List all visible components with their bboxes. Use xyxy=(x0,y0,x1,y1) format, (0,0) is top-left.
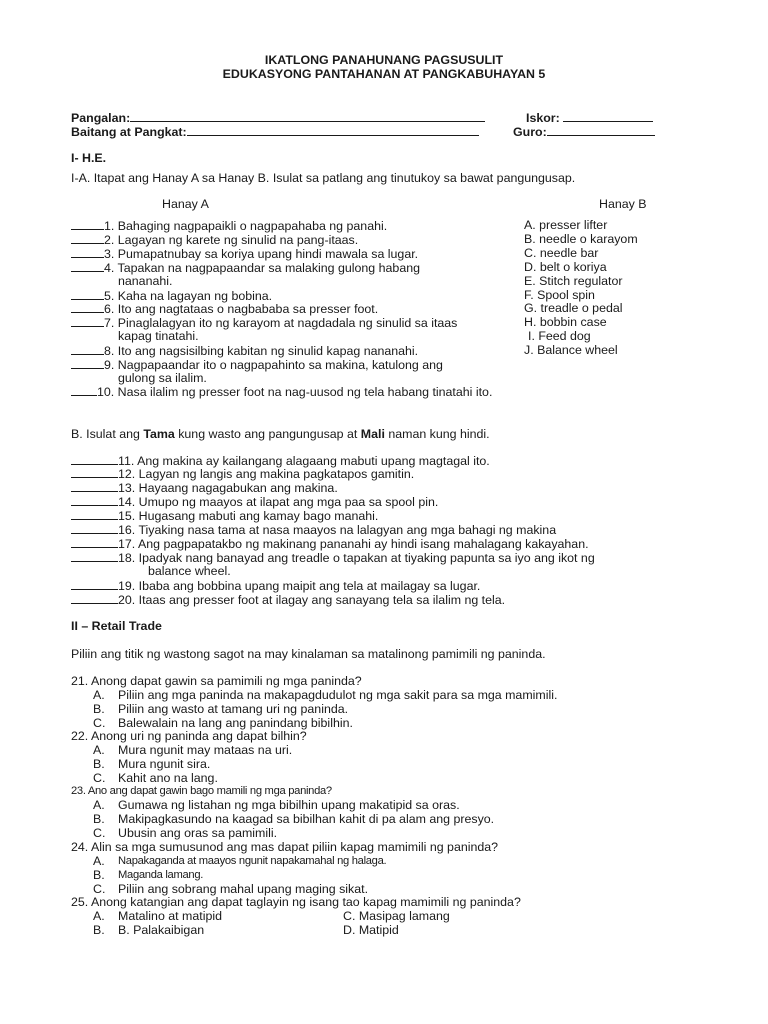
answer-blank-1[interactable] xyxy=(71,218,104,230)
teacher-label: Guro: xyxy=(513,125,547,139)
part1-instruction-b: B. Isulat ang Tama kung wasto ang pangungusap at Mali naman kung hindi. xyxy=(71,427,490,441)
answer-blank-5[interactable] xyxy=(71,288,104,300)
choice-j: J. Balance wheel xyxy=(524,343,618,357)
tf-item-11: 11. Ang makina ay kailangang alagaang mabuti upang magtagal ito. xyxy=(71,453,490,468)
part2-instruction: Piliin ang titik ng wastong sagot na may kinalaman sa matalinong pamimili ng paninda. xyxy=(71,647,546,661)
q24-letter-a: A. xyxy=(93,854,105,868)
tf-blank-13[interactable] xyxy=(71,480,118,492)
name-label: Pangalan: xyxy=(71,111,131,125)
score-label: Iskor: xyxy=(526,111,560,125)
choice-f: F. Spool spin xyxy=(524,288,595,302)
tf-blank-17[interactable] xyxy=(71,536,118,548)
part1-instruction-a: I-A. Itapat ang Hanay A sa Hanay B. Isulat sa patlang ang tinutukoy sa bawat pangungusap. xyxy=(71,171,576,185)
q24-letter-b: B. xyxy=(93,868,105,882)
answer-blank-10[interactable] xyxy=(71,384,97,396)
matching-item-7-cont: kapag tinatahi. xyxy=(118,329,199,343)
answer-blank-7[interactable] xyxy=(71,315,104,327)
question-24: 24. Alin sa mga sumusunod ang mas dapat piliin kapag mamimili ng paninda? xyxy=(71,840,499,854)
exam-title: IKATLONG PANAHUNANG PAGSUSULIT xyxy=(264,53,504,67)
choice-e: E. Stitch regulator xyxy=(524,274,623,288)
teacher-field[interactable] xyxy=(513,124,655,139)
part1-heading: I- H.E. xyxy=(71,151,107,165)
exam-subtitle: EDUKASYONG PANTAHANAN AT PANGKABUHAYAN 5 xyxy=(222,67,546,81)
tf-blank-18[interactable] xyxy=(71,550,118,562)
q22-letter-a: A. xyxy=(93,743,105,757)
matching-item-8: 8. Ito ang nagsisilbing kabitan ng sinulid kapag nananahi. xyxy=(71,343,418,358)
choice-d: D. belt o koriya xyxy=(524,260,607,274)
q21-letter-b: B. xyxy=(93,702,105,716)
tf-blank-20[interactable] xyxy=(71,592,118,604)
tf-blank-15[interactable] xyxy=(71,508,118,520)
question-21: 21. Anong dapat gawin sa pamimili ng mga paninda? xyxy=(71,674,362,688)
q25-option-b: B. Palakaibigan xyxy=(118,923,205,937)
answer-blank-8[interactable] xyxy=(71,343,104,355)
question-22: 22. Anong uri ng paninda ang dapat bilhin? xyxy=(71,729,307,743)
tf-item-15: 15. Hugasang mabuti ang kamay bago manahi. xyxy=(71,508,378,523)
q24-option-c: Piliin ang sobrang mahal upang maging sikat. xyxy=(118,882,369,896)
q23-letter-c: C. xyxy=(93,826,106,840)
matching-item-10: 10. Nasa ilalim ng presser foot na nag-uusod ng tela habang tinatahi ito. xyxy=(71,384,492,399)
q25-letter-a: A. xyxy=(93,909,105,923)
answer-blank-3[interactable] xyxy=(71,246,104,258)
q24-option-b: Maganda lamang. xyxy=(118,869,204,881)
matching-item-9-cont: gulong sa ilalim. xyxy=(118,371,207,385)
column-b-heading: Hanay B xyxy=(599,197,647,211)
grade-section-blank[interactable] xyxy=(187,124,479,136)
mali-keyword: Mali xyxy=(360,427,385,441)
choice-a: A. presser lifter xyxy=(524,218,608,232)
question-25: 25. Anong katangian ang dapat taglayin ng isang tao kapag mamimili ng paninda? xyxy=(71,895,521,909)
choice-c: C. needle bar xyxy=(524,246,599,260)
grade-section-label: Baitang at Pangkat: xyxy=(71,125,187,139)
tf-item-18: 18. Ipadyak nang banayad ang treadle o tapakan at tiyaking papunta sa iyo ang ikot ng xyxy=(71,550,595,565)
choice-h: H. bobbin case xyxy=(524,315,607,329)
matching-item-5: 5. Kaha na lagayan ng bobina. xyxy=(71,288,272,303)
tf-blank-12[interactable] xyxy=(71,466,118,478)
q24-option-a: Napakaganda at maayos ngunit napakamahal ng halaga. xyxy=(118,855,387,867)
name-blank[interactable] xyxy=(130,110,485,122)
q21-option-c: Balewalain na lang ang panindang bibilhin. xyxy=(118,716,353,730)
q22-option-b: Mura ngunit sira. xyxy=(118,757,211,771)
matching-item-2: 2. Lagayan ng karete ng sinulid na pang-itaas. xyxy=(71,232,358,247)
tf-blank-14[interactable] xyxy=(71,494,118,506)
matching-item-6: 6. Ito ang nagtataas o nagbababa sa presser foot. xyxy=(71,301,378,316)
matching-item-4: 4. Tapakan na nagpapaandar sa malaking gulong habang xyxy=(71,260,420,275)
q21-letter-c: C. xyxy=(93,716,106,730)
matching-item-4-cont: nananahi. xyxy=(118,274,173,288)
matching-item-9: 9. Nagpapaandar ito o nagpapahinto sa makina, katulong ang xyxy=(71,357,443,372)
q24-letter-c: C. xyxy=(93,882,106,896)
q25-letter-b: B. xyxy=(93,923,105,937)
tf-item-14: 14. Umupo ng maayos at ilapat ang mga paa sa spool pin. xyxy=(71,494,438,509)
tf-item-13: 13. Hayaang nagagabukan ang makina. xyxy=(71,480,338,495)
q22-letter-c: C. xyxy=(93,771,106,785)
q23-option-b: Makipagkasundo na kaagad sa bibilhan kahit di pa alam ang presyo. xyxy=(118,812,495,826)
choice-g: G. treadle o pedal xyxy=(524,301,623,315)
part2-heading: II – Retail Trade xyxy=(71,619,162,633)
choice-i: I. Feed dog xyxy=(528,329,591,343)
matching-item-3: 3. Pumapatnubay sa koriya upang hindi mawala sa lugar. xyxy=(71,246,418,261)
answer-blank-6[interactable] xyxy=(71,301,104,313)
tf-item-18-cont: balance wheel. xyxy=(148,564,231,578)
q25-option-c: C. Masipag lamang xyxy=(343,909,450,923)
answer-blank-9[interactable] xyxy=(71,357,104,369)
answer-blank-2[interactable] xyxy=(71,232,104,244)
column-a-heading: Hanay A xyxy=(162,197,209,211)
tf-blank-11[interactable] xyxy=(71,453,118,465)
q21-option-b: Piliin ang wasto at tamang uri ng paninda. xyxy=(118,702,349,716)
choice-b: B. needle o karayom xyxy=(524,232,638,246)
tf-blank-16[interactable] xyxy=(71,522,118,534)
tama-keyword: Tama xyxy=(143,427,175,441)
grade-section-field[interactable] xyxy=(71,124,479,139)
tf-item-16: 16. Tiyaking nasa tama at nasa maayos na lalagyan ang mga bahagi ng makina xyxy=(71,522,556,537)
tf-item-19: 19. Ibaba ang bobbina upang maipit ang tela at mailagay sa lugar. xyxy=(71,578,480,593)
q21-letter-a: A. xyxy=(93,688,105,702)
tf-blank-19[interactable] xyxy=(71,578,118,590)
tf-item-12: 12. Lagyan ng langis ang makina pagkatapos gamitin. xyxy=(71,466,414,481)
matching-item-7: 7. Pinaglalagyan ito ng karayom at nagdadala ng sinulid sa itaas xyxy=(71,315,457,330)
question-23: 23. Ano ang dapat gawin bago mamili ng mga paninda? xyxy=(71,785,332,797)
q25-option-d: D. Matipid xyxy=(343,923,399,937)
q22-letter-b: B. xyxy=(93,757,105,771)
q23-option-c: Ubusin ang oras sa pamimili. xyxy=(118,826,278,840)
q25-option-a: Matalino at matipid xyxy=(118,909,222,923)
q22-option-a: Mura ngunit may mataas na uri. xyxy=(118,743,293,757)
q23-letter-b: B. xyxy=(93,812,105,826)
q22-option-c: Kahit ano na lang. xyxy=(118,771,218,785)
name-field[interactable] xyxy=(71,110,485,125)
score-field[interactable] xyxy=(526,110,653,125)
q23-letter-a: A. xyxy=(93,798,105,812)
tf-item-20: 20. Itaas ang presser foot at ilagay ang sanayang tela sa ilalim ng tela. xyxy=(71,592,505,607)
answer-blank-4[interactable] xyxy=(71,260,104,272)
tf-item-17: 17. Ang pagpapatakbo ng makinang pananahi ay hindi isang mahalagang kakayahan. xyxy=(71,536,589,551)
score-blank[interactable] xyxy=(563,110,653,122)
q21-option-a: Piliin ang mga paninda na makapagdudulot ng mga sakit para sa mga mamimili. xyxy=(118,688,558,702)
teacher-blank[interactable] xyxy=(547,124,655,136)
matching-item-1: 1. Bahaging nagpapaikli o nagpapahaba ng panahi. xyxy=(71,218,387,233)
q23-option-a: Gumawa ng listahan ng mga bibilhin upang makatipid sa oras. xyxy=(118,798,460,812)
